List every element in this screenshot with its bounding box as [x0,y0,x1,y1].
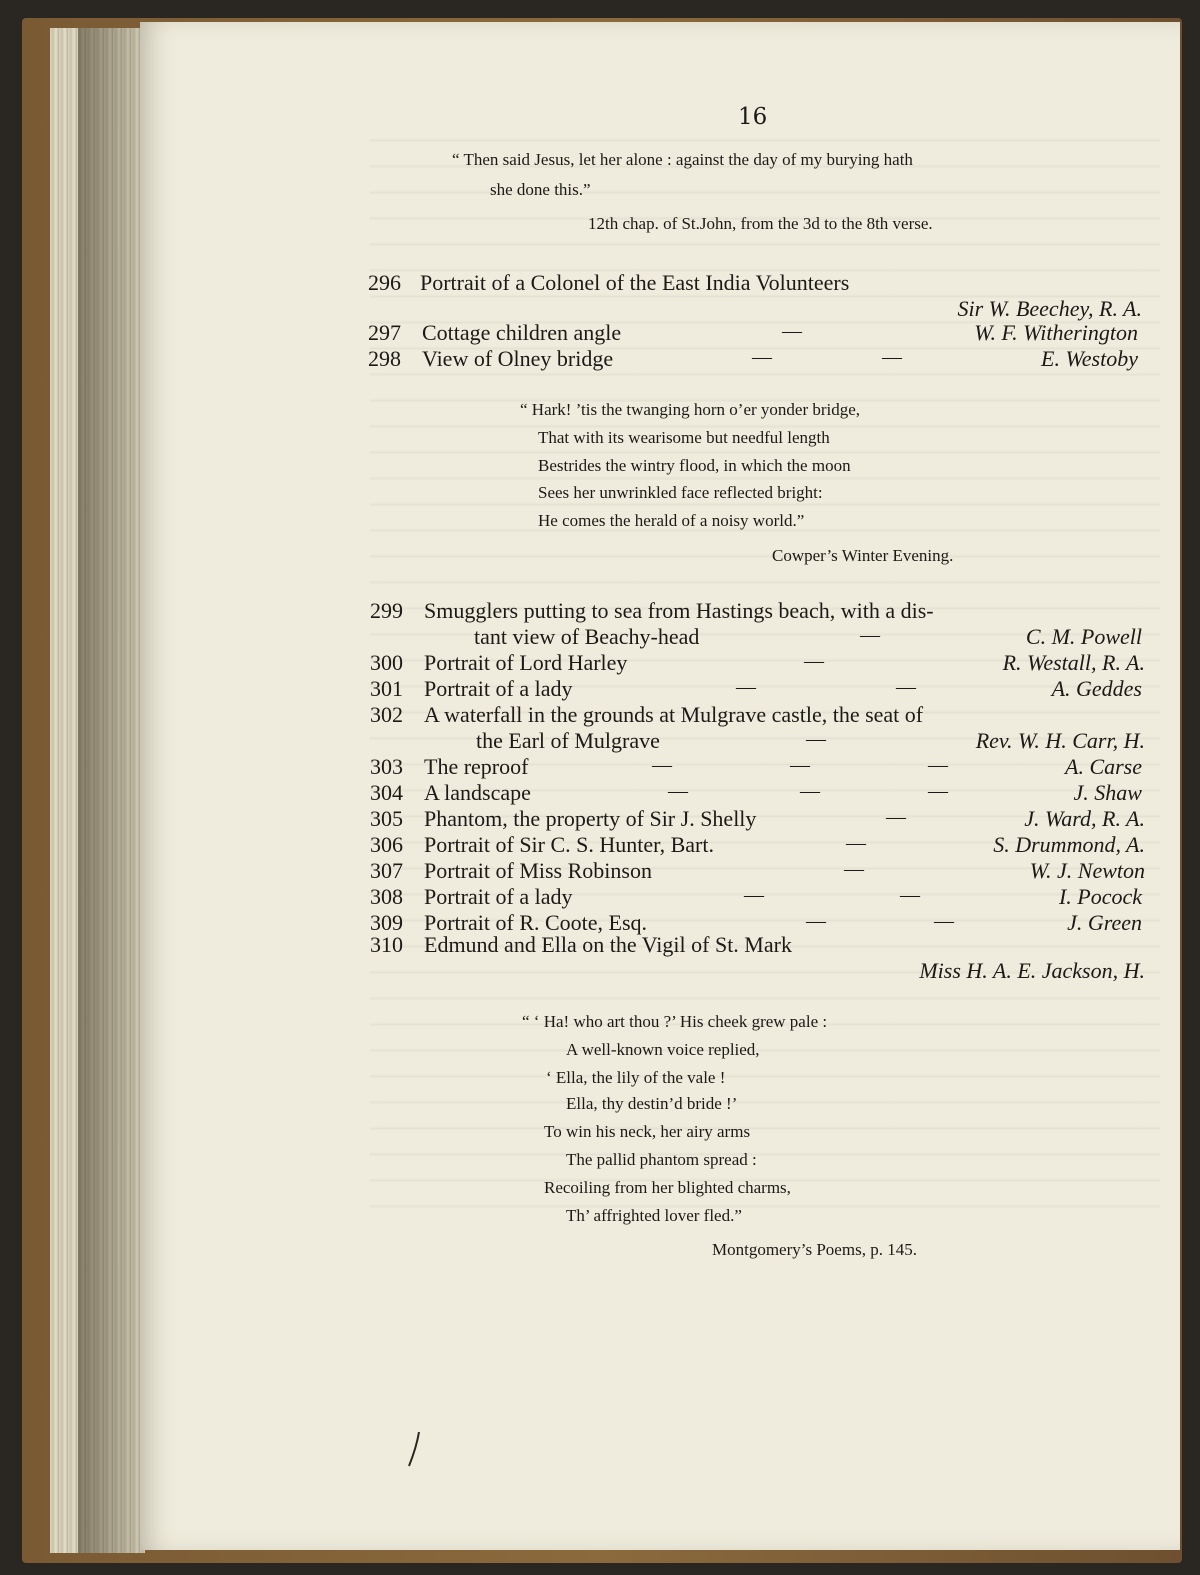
entry-dash: — [844,858,864,880]
entry-number: 307 [370,858,403,883]
entry-title-continued: the Earl of Mulgrave [476,728,660,753]
entry-title: Edmund and Ella on the Vigil of St. Mark [424,932,792,957]
entry-title: Portrait of R. Coote, Esq. [424,910,648,935]
entry-artist: A. Geddes [1051,676,1142,701]
entry-number: 305 [370,806,403,831]
entry-artist: Miss H. A. E. Jackson, H. [919,958,1145,983]
page-number: 16 [738,104,768,130]
pen-mark [405,1430,425,1470]
entry-artist: Sir W. Beechey, R. A. [957,296,1142,321]
entry-dash: — [800,780,820,802]
entry-dash: — [752,346,772,368]
entry-artist: J. Green [1067,910,1142,935]
entry-dash: — [900,884,920,906]
entry-number: 302 [370,702,403,727]
entry-title: Smugglers putting to sea from Hastings beach, with a dis- [424,598,934,623]
epigraph-2-line: Sees her unwrinkled face reflected bright: [538,483,823,502]
epigraph-3-line: “ ‘ Ha! who art thou ?’ His cheek grew pale : [522,1012,828,1031]
epigraph-3-line: Th’ affrighted lover fled.” [566,1206,742,1225]
epigraph-3-line: The pallid phantom spread : [566,1150,757,1169]
entry-artist: W. F. Witherington [974,320,1138,345]
entry-artist: A. Carse [1065,754,1142,779]
entry-number: 301 [370,676,403,701]
entry-title: The reproof [424,754,529,779]
epigraph-1-line: “ Then said Jesus, let her alone : against the day of my burying hath [452,150,913,169]
epigraph-2-line: He comes the herald of a noisy world.” [538,511,805,530]
entry-dash: — [860,624,880,646]
gutter-shadow [78,28,148,1553]
entry-number: 297 [368,320,401,345]
entry-artist: R. Westall, R. A. [1002,650,1145,675]
entry-dash: — [806,728,826,750]
epigraph-3-citation: Montgomery’s Poems, p. 145. [712,1240,917,1259]
epigraph-2-line: “ Hark! ’tis the twanging horn o’er yonder bridge, [520,400,861,419]
entry-number: 308 [370,884,403,909]
entry-title: Phantom, the property of Sir J. Shelly [424,806,757,831]
entry-dash: — [934,910,954,932]
epigraph-3-line: Ella, thy destin’d bride !’ [566,1094,738,1113]
entry-artist: C. M. Powell [1025,624,1142,649]
entry-artist: W. J. Newton [1029,858,1145,883]
epigraph-1-line: she done this.” [490,180,591,199]
entry-title: View of Olney bridge [422,346,614,371]
entry-dash: — [668,780,688,802]
epigraph-2-citation: Cowper’s Winter Evening. [772,546,954,565]
entry-dash: — [804,650,824,672]
entry-artist: I. Pocock [1058,884,1142,909]
entry-dash: — [652,754,672,776]
entry-dash: — [846,832,866,854]
entry-title: Cottage children angle [422,320,622,345]
entry-dash: — [744,884,764,906]
entry-dash: — [896,676,916,698]
entry-artist: J. Shaw [1073,780,1142,805]
entry-title: A waterfall in the grounds at Mulgrave castle, the seat of [424,702,924,727]
epigraph-3-line: Recoiling from her blighted charms, [544,1178,791,1197]
entry-title: Portrait of a lady [424,884,573,909]
entry-artist: S. Drummond, A. [993,832,1145,857]
entry-title: Portrait of a Colonel of the East India Volunteers [420,270,850,295]
entry-dash: — [736,676,756,698]
entry-dash: — [806,910,826,932]
epigraph-3-line: ‘ Ella, the lily of the vale ! [546,1068,726,1087]
entry-dash: — [928,754,948,776]
entry-number: 304 [370,780,403,805]
entry-artist: Rev. W. H. Carr, H. [975,728,1145,753]
entry-dash: — [882,346,902,368]
entry-artist: E. Westoby [1041,346,1138,371]
entry-number: 310 [370,932,403,957]
entry-title: Portrait of Miss Robinson [424,858,652,883]
entry-title-continued: tant view of Beachy-head [474,624,700,649]
epigraph-3-line: To win his neck, her airy arms [544,1122,751,1141]
entry-number: 309 [370,910,403,935]
entry-title: Portrait of a lady [424,676,573,701]
epigraph-3-line: A well-known voice replied, [566,1040,760,1059]
entry-dash: — [790,754,810,776]
entry-dash: — [886,806,906,828]
entry-number: 296 [368,270,401,295]
entry-number: 306 [370,832,403,857]
entry-number: 300 [370,650,403,675]
entry-dash: — [782,320,802,342]
epigraph-1-citation: 12th chap. of St.John, from the 3d to the 8th verse. [588,214,933,233]
epigraph-2-line: Bestrides the wintry flood, in which the moon [538,456,851,475]
entry-title: A landscape [424,780,531,805]
entry-number: 299 [370,598,403,623]
entry-title: Portrait of Lord Harley [424,650,628,675]
entry-number: 303 [370,754,403,779]
entry-dash: — [928,780,948,802]
epigraph-2-line: That with its wearisome but needful length [538,428,830,447]
entry-title: Portrait of Sir C. S. Hunter, Bart. [424,832,714,857]
entry-number: 298 [368,346,401,371]
entry-artist: J. Ward, R. A. [1024,806,1145,831]
